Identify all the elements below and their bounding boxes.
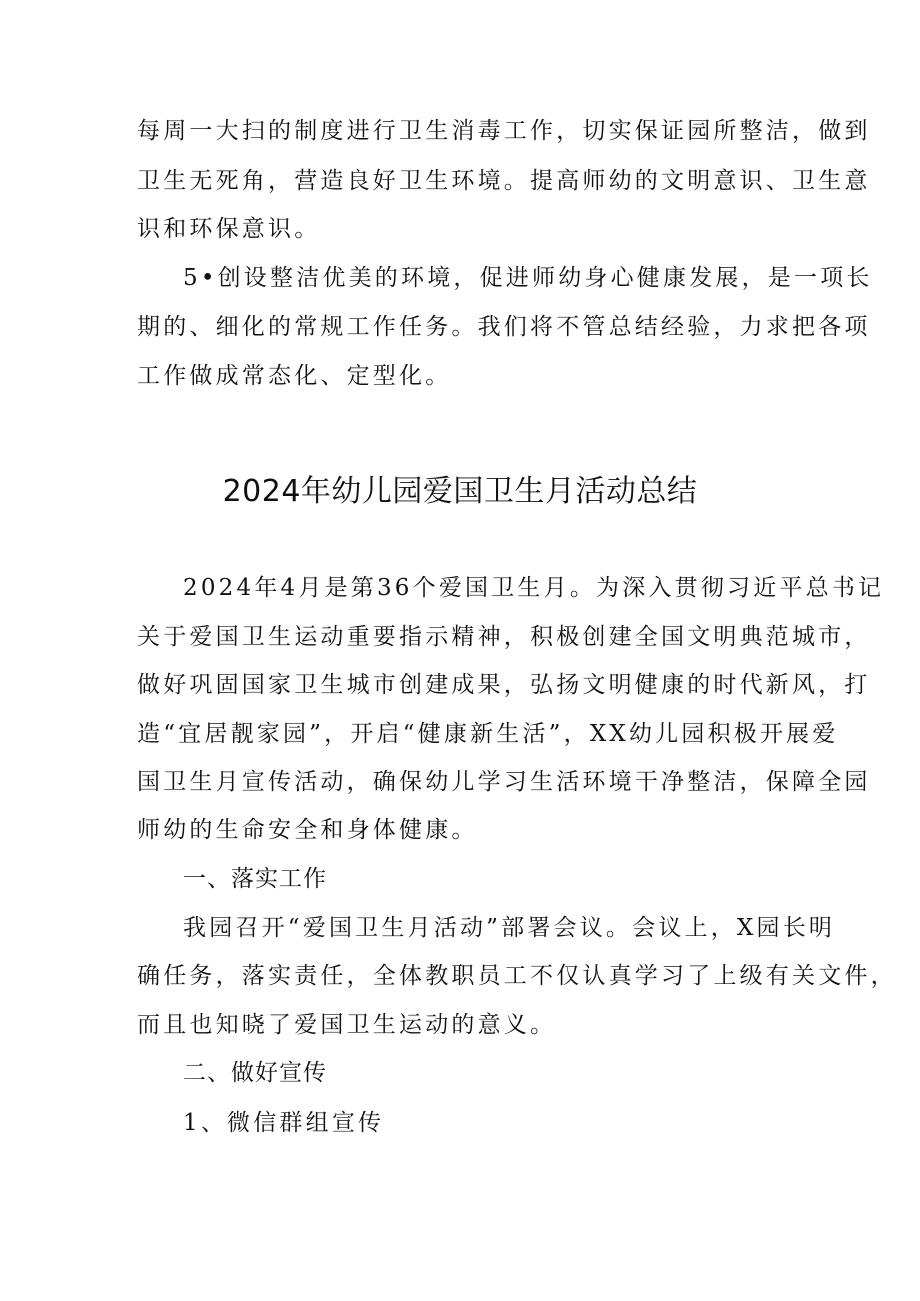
paragraph-line: 师幼的生命安全和身体健康。 (137, 817, 478, 843)
section-heading: 一、落实工作 (183, 866, 327, 892)
paragraph-line: 期的、细化的常规工作任务。我们将不管总结经验，力求把各项 (137, 314, 871, 340)
paragraph-line: 工作做成常态化、定型化。 (137, 363, 452, 389)
paragraph-line: 而且也知晓了爱国卫生运动的意义。 (137, 1012, 557, 1038)
paragraph-line: 确任务，落实责任，全体教职员工不仅认真学习了上级有关文件， (137, 963, 897, 989)
paragraph-line: 2024年4月是第36个爱国卫生月。为深入贯彻习近平总书记 (183, 575, 885, 601)
document-title: 2024年幼儿园爱国卫生月活动总结 (222, 474, 698, 509)
paragraph-line: 识和环保意识。 (137, 216, 321, 242)
paragraph-line: 国卫生月宣传活动，确保幼儿学习生活环境干净整洁，保障全园 (137, 769, 871, 795)
paragraph-line: 关于爱国卫生运动重要指示精神，积极创建全国文明典范城市， (137, 624, 871, 650)
section-heading: 二、做好宣传 (183, 1060, 327, 1086)
paragraph-line: 每周一大扫的制度进行卫生消毒工作，切实保证园所整洁，做到 (137, 118, 871, 144)
paragraph-line: 我园召开“爱国卫生月活动”部署会议。会议上，X园长明 (183, 915, 836, 941)
list-item: 1、微信群组宣传 (183, 1110, 385, 1136)
paragraph-line: 卫生无死角，营造良好卫生环境。提高师幼的文明意识、卫生意 (137, 168, 871, 194)
paragraph-line: 做好巩固国家卫生城市创建成果，弘扬文明健康的时代新风，打 (137, 672, 871, 698)
paragraph-line: 5•创设整洁优美的环境，促进师幼身心健康发展，是一项长 (183, 265, 873, 291)
paragraph-line: 造“宜居靓家园”，开启“健康新生活”，XX幼儿园积极开展爱 (137, 721, 839, 747)
